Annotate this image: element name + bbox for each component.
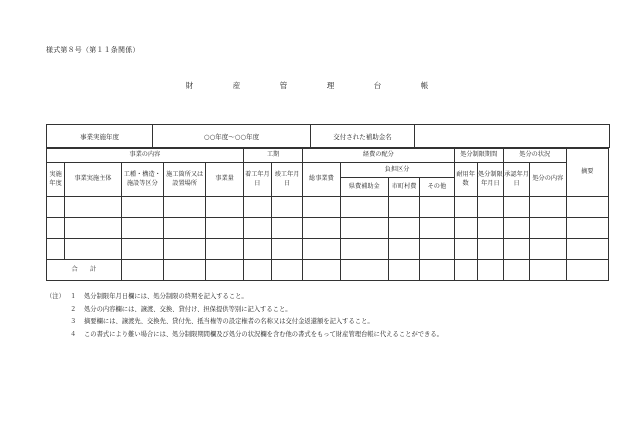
header-prefectural-subsidy: 県費補助金: [340, 178, 388, 197]
header-project-content: 事業の内容: [47, 149, 244, 163]
note-item: [46, 316, 443, 329]
header-impl-year: 実施年度: [47, 163, 65, 197]
note-number: ３: [70, 318, 77, 325]
notes-section: [46, 291, 443, 341]
table-row: [47, 218, 609, 239]
note-text: この書式により難い場合には、処分制限期間欄及び処分の状況欄を含む他の書式をもって財産管理台帳に代えることができる。: [84, 330, 443, 338]
header-end-date: 竣工年月日: [271, 163, 302, 197]
header-disposal-status: 処分の状況: [503, 149, 566, 163]
table-row: [47, 197, 609, 218]
header-work-type: 工種・構造・施設等区分: [121, 163, 163, 197]
note-item: [46, 304, 443, 317]
notes-prefix: （注）: [46, 293, 65, 300]
page-title: 財 産 管 理 台 帳: [185, 81, 445, 90]
header-burden-split: 負担区分: [340, 163, 454, 178]
header-start-date: 着工年月日: [243, 163, 271, 197]
note-item: [46, 291, 443, 304]
header-total-cost: 総事業費: [303, 163, 340, 197]
total-label: 合 計: [47, 260, 122, 281]
header-other: その他: [420, 178, 454, 197]
header-disposal-limit-date: 処分制限年月日: [477, 163, 503, 197]
header-impl-entity: 事業実施主体: [65, 163, 121, 197]
header-cost-allocation: 経費の配分: [303, 149, 454, 163]
note-number: ４: [70, 330, 77, 338]
header-work-location: 施工箇所又は設置場所: [164, 163, 206, 197]
note-item: [46, 329, 443, 342]
header-quantity: 事業量: [206, 163, 243, 197]
project-year-label: 事業実施年度: [47, 125, 153, 148]
note-text: 処分の内容欄には、譲渡、交換、貸付け、担保提供等別に記入すること。: [84, 305, 292, 313]
subsidy-name-value: [415, 125, 610, 148]
note-text: 摘要欄には、譲渡先、交換先、貸付先、抵当権等の設定権者の名称又は交付金返還額を記入すること。: [84, 318, 374, 325]
project-year-value: ○○年度～○○年度: [153, 125, 311, 148]
header-disposal-period: 処分制限期間: [454, 149, 503, 163]
form-number: 様式第８号（第１１条関係）: [46, 46, 140, 54]
header-municipal-cost: 市町村費: [388, 178, 419, 197]
total-row: [47, 260, 609, 281]
header-remarks: 摘要: [566, 149, 609, 197]
header-useful-life: 耐用年数: [454, 163, 477, 197]
note-number: １: [70, 293, 77, 300]
note-text: 処分制限年月日欄には、処分制限の終期を記入すること。: [84, 293, 248, 300]
note-number: ２: [70, 305, 77, 313]
subsidy-name-label: 交付された補助金名: [311, 125, 415, 148]
project-info-table: [46, 124, 610, 148]
asset-ledger-table: [46, 148, 609, 281]
header-disposal-content: 処分の内容: [530, 163, 566, 197]
header-period: 工期: [243, 149, 303, 163]
table-row: [47, 239, 609, 260]
header-approval-date: 承認年月日: [503, 163, 529, 197]
